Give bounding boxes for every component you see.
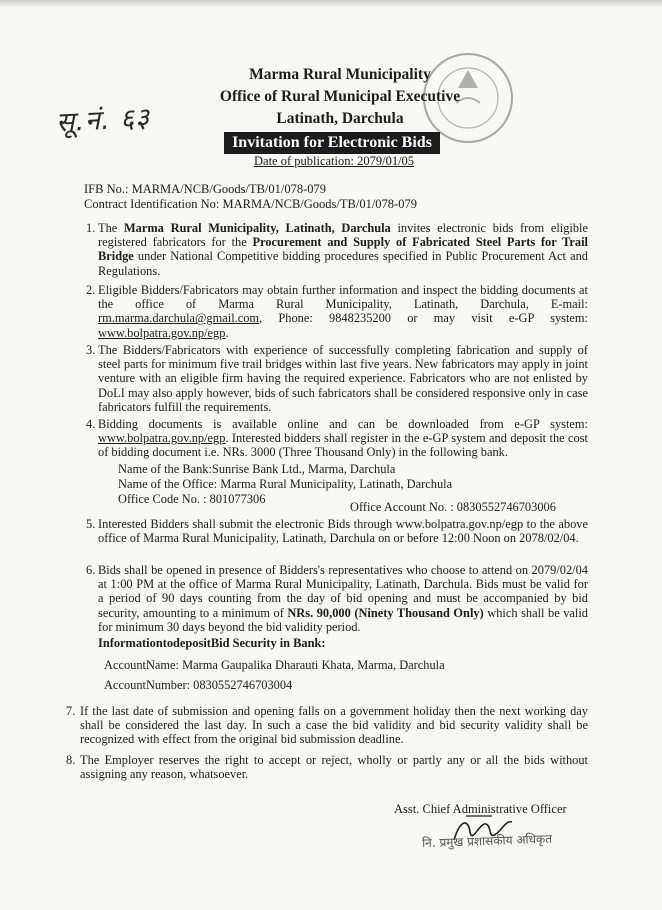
signatory-title-nepali: नि. प्रमुख प्रशासकीय अधिकृत	[421, 831, 553, 851]
clause-4: Bidding documents is available online and can be downloaded from e-GP system: www.bolpatra.gov.np/egp. Interested bidders shall register in the e-GP system and deposit the cost of bidding document i.e. NRs. 3000 (Three Thousand Only) in the following bank.	[98, 417, 588, 460]
municipality-name: Marma Rural Municipality	[249, 66, 431, 83]
security-account-name: AccountName: Marma Gaupalika Dharauti Khata, Marma, Darchula	[104, 658, 445, 672]
contract-id: Contract Identification No: MARMA/NCB/Goods/TB/01/078-079	[84, 197, 417, 211]
item-number: 7.	[66, 704, 76, 718]
item-number: 3.	[86, 343, 96, 357]
ifb-number: IFB No.: MARMA/NCB/Goods/TB/01/078-079	[84, 182, 327, 196]
item-number: 1.	[86, 221, 96, 235]
scan-top-edge	[0, 0, 662, 8]
egp-link[interactable]: www.bolpatra.gov.np/egp	[98, 431, 226, 446]
clause-5: Interested Bidders shall submit the electronic Bids through www.bolpatra.gov.np/egp to the above office of Marma Rural Municipality, Latinath, Darchula on or before 12:00 Noon on 2078/02/04.	[98, 517, 588, 546]
clause-2: Eligible Bidders/Fabricators may obtain further information and inspect the bidding documents at the office of Marma Rural Municipality, Latinath, Darchula, E-mail: rm.marma.darchula@gmail.com, Phone: 9848235200 or may visit e-GP system: www.bolpatra.gov.np/egp.	[98, 283, 588, 340]
office-address: Latinath, Darchula	[276, 110, 404, 127]
clause-8: The Employer reserves the right to accept or reject, wholly or partly any or all the bids without assigning any reason, whatsoever.	[80, 753, 588, 782]
handwritten-reference-number: सू.नं. ६३	[55, 102, 151, 139]
signatory-title: Asst. Chief Administrative Officer	[394, 802, 567, 816]
clause-7: If the last date of submission and opening falls on a government holiday then the next working day shall be considered the last day. In such a case the bid validity and bid security validity shall be recognized with effect from the original bid submission deadline.	[80, 704, 588, 747]
security-account-number: AccountNumber: 0830552746703004	[104, 678, 293, 692]
office-name: Office of Rural Municipal Executive	[219, 88, 461, 105]
egp-link[interactable]: www.bolpatra.gov.np/egp	[98, 325, 226, 340]
bid-security-heading: InformationtodepositBid Security in Bank:	[98, 636, 326, 650]
item-number: 2.	[86, 283, 96, 297]
notice-title: Invitation for Electronic Bids	[224, 132, 440, 154]
clause-6: Bids shall be opened in presence of Bidders's representatives who choose to attend on 2079/02/04 at 1:00 PM at the office of Marma Rural Municipality, Latinath, Darchula. Bids must be valid for a period of 90 days counting from the day of bid opening and must be accompanied by bid security, amounting to a minimum of NRs. 90,000 (Ninety Thousand Only) which shall be valid for minimum 30 days beyond the bid validity period.	[98, 563, 588, 634]
item-number: 4.	[86, 417, 96, 431]
item-number: 6.	[86, 563, 96, 577]
clause-3: The Bidders/Fabricators with experience of successfully completing fabrication and supply of steel parts for minimum five trail bridges within last five years. New fabricators may apply in joint venture with an eligible firm having the required experience. Fabricators who are not enlisted by DoLI may also apply however, bids of such fabricators shall be considered responsive only in case fabricators fulfill the requirements.	[98, 343, 588, 414]
office-name-bank: Name of the Office: Marma Rural Municipality, Latinath, Darchula	[118, 477, 453, 491]
item-number: 8.	[66, 753, 76, 767]
clause-1: The Marma Rural Municipality, Latinath, Darchula invites electronic bids from eligible registered fabricators for the Procurement and Supply of Fabricated Steel Parts for Trail Bridge under National Competitive bidding procedures specified in Public Procurement Act and Regulations.	[98, 221, 588, 278]
item-number: 5.	[86, 517, 96, 531]
email-link[interactable]: rm.marma.darchula@gmail.com	[98, 311, 260, 326]
office-account: Office Account No. : 0830552746703006	[350, 500, 556, 514]
office-code: Office Code No. : 801077306	[118, 492, 266, 506]
bank-name: Name of the Bank:Sunrise Bank Ltd., Marma, Darchula	[118, 462, 396, 476]
publication-date: Date of publication: 2079/01/05	[254, 154, 415, 168]
